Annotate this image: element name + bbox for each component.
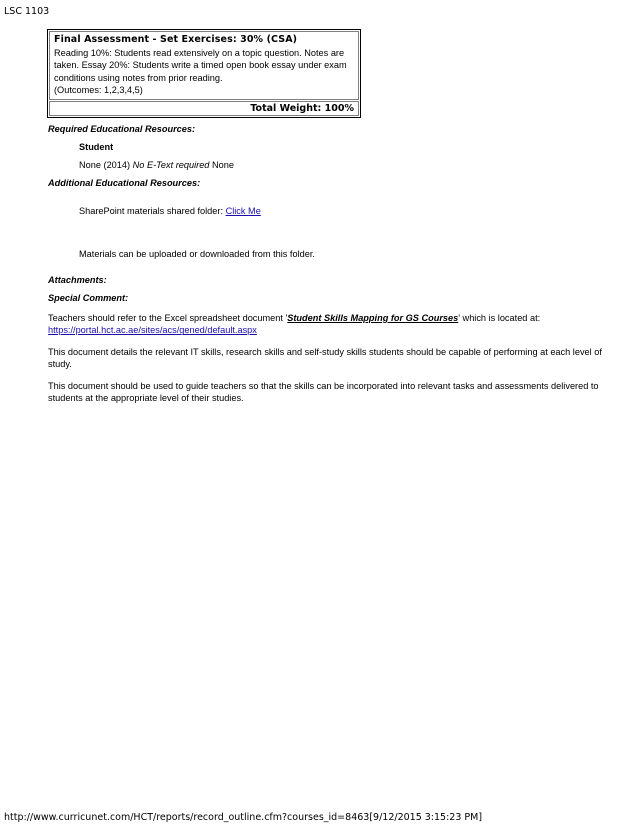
comment-text: ' which is located at: bbox=[458, 313, 541, 323]
total-weight: Total Weight: 100% bbox=[49, 101, 359, 116]
resource-none: None bbox=[211, 160, 234, 170]
student-label: Student bbox=[79, 142, 114, 152]
sharepoint-text: SharePoint materials shared folder: bbox=[79, 206, 224, 216]
click-me-link[interactable]: Click Me bbox=[225, 206, 261, 216]
assessment-details bbox=[49, 31, 359, 100]
assessment-title: Final Assessment - Set Exercises: 30% (CSA) bbox=[54, 34, 298, 45]
comment-paragraph-1 bbox=[48, 312, 628, 337]
comment-paragraph-2 bbox=[48, 346, 628, 371]
assessment-line: conditions using notes from prior reading. bbox=[54, 72, 223, 83]
comment-line: This document should be used to guide teachers so that the skills can be incorporated into relevant tasks and assessments delivered to bbox=[48, 381, 599, 391]
resource-year: None (2014) bbox=[79, 160, 131, 170]
assessment-outcomes: (Outcomes: 1,2,3,4,5) bbox=[54, 84, 143, 95]
portal-url-link[interactable]: https://portal.hct.ac.ae/sites/acs/gened/default.aspx bbox=[48, 325, 257, 336]
materials-note: Materials can be uploaded or downloaded from this folder. bbox=[79, 249, 315, 259]
comment-line: students at the appropriate level of their studies. bbox=[48, 393, 244, 404]
comment-text: Teachers should refer to the Excel spreadsheet document ' bbox=[48, 313, 288, 323]
no-etext-note: No E-Text required bbox=[132, 160, 210, 170]
spreadsheet-document-name: Student Skills Mapping for GS Courses bbox=[287, 313, 459, 323]
required-resources-heading: Required Educational Resources: bbox=[48, 124, 196, 134]
comment-line: study. bbox=[48, 359, 72, 370]
assessment-line: Reading 10%: Students read extensively on a topic question. Notes are bbox=[54, 48, 345, 58]
assessment-description bbox=[54, 47, 354, 96]
final-assessment-box bbox=[47, 29, 361, 118]
page-header: LSC 1103 bbox=[4, 6, 50, 17]
required-resource-entry bbox=[79, 159, 234, 171]
comment-line: This document details the relevant IT skills, research skills and self-study skills students should be capable of performing at each level of bbox=[48, 347, 602, 357]
additional-resources-heading: Additional Educational Resources: bbox=[48, 178, 201, 188]
comment-line bbox=[48, 312, 628, 324]
attachments-heading: Attachments: bbox=[48, 275, 107, 285]
page-footer-url: http://www.curricunet.com/HCT/reports/record_outline.cfm?courses_id=8463[9/12/2015 3:15:23 PM] bbox=[4, 812, 483, 823]
sharepoint-line bbox=[79, 205, 261, 217]
special-comment-heading: Special Comment: bbox=[48, 293, 129, 303]
assessment-line: taken. Essay 20%: Students write a timed open book essay under exam bbox=[54, 60, 347, 71]
comment-paragraph-3 bbox=[48, 380, 628, 405]
